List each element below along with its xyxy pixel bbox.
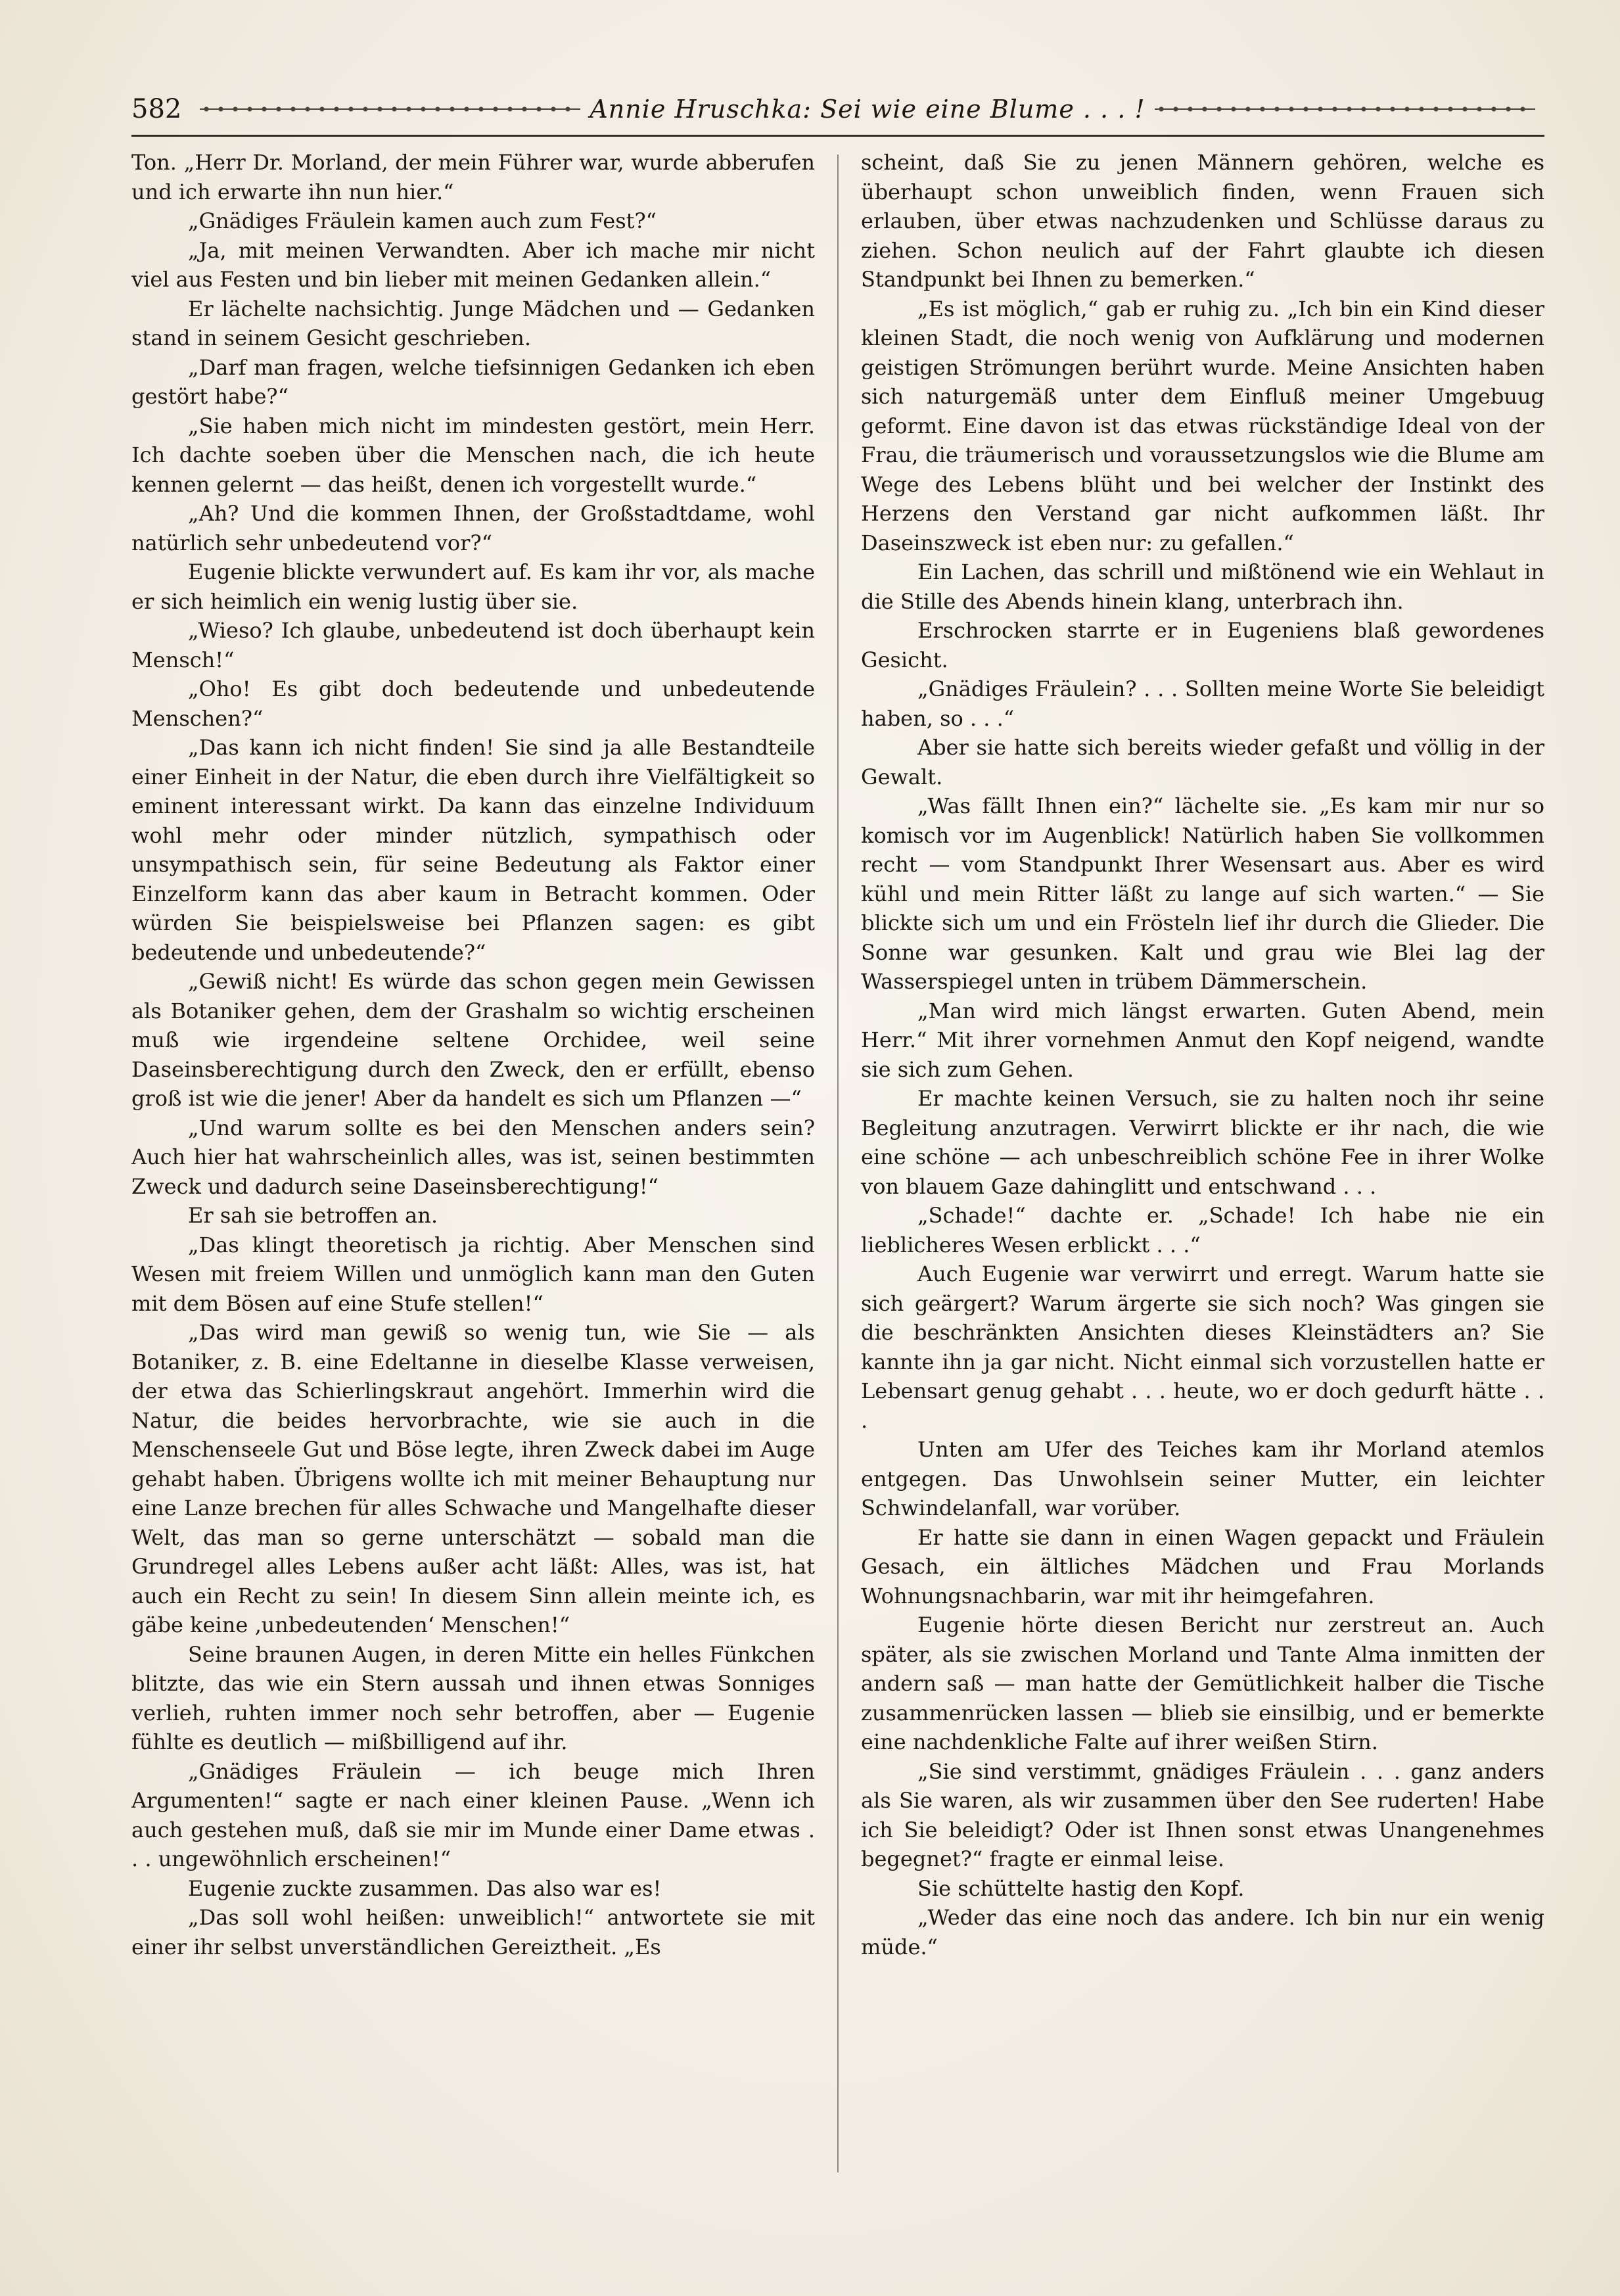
paragraph: Eugenie hörte diesen Bericht nur zerstreut an. Auch später, als sie zwischen Morland und Tante Alma inmitten der andern saß — man hatte der Gemütlichkeit halber die Tische zusammenrücken lassen — blieb sie einsilbig, und er bemerkte eine nachdenkliche Falte auf ihrer weißen Stirn.	[861, 1612, 1544, 1754]
paragraph: „Sie haben mich nicht im mindesten gestört, mein Herr. Ich dachte soeben über die Menschen nach, die ich heute kennen gelernt — das heißt, denen ich vorgestellt wurde.“	[131, 413, 815, 497]
running-header	[131, 89, 1544, 129]
paragraph: „Oho! Es gibt doch bedeutende und unbedeutende Menschen?“	[131, 676, 815, 731]
paragraph: Er lächelte nachsichtig. Junge Mädchen und — Gedanken stand in seinem Gesicht geschrieben.	[131, 296, 815, 350]
paragraph: „Gnädiges Fräulein? . . . Sollten meine Worte Sie beleidigt haben, so . . .“	[861, 676, 1544, 731]
paragraph: Eugenie blickte verwundert auf. Es kam ihr vor, als mache er sich heimlich ein wenig lustig über sie.	[131, 559, 815, 614]
paragraph: „Gnädiges Fräulein — ich beuge mich Ihren Argumenten!“ sagte er nach einer kleinen Pause. „Wenn ich auch gestehen muß, daß sie mir im Munde einer Dame etwas . . . ungewöhnlich erscheinen!“	[131, 1758, 815, 1871]
header-ornament-left	[200, 101, 580, 118]
paragraph: „Gewiß nicht! Es würde das schon gegen mein Gewissen als Botaniker gehen, dem der Grashalm so wichtig erscheinen muß wie irgendeine seltene Orchidee, weil seine Daseinsberechtigung durch den Zweck, den er erfüllt, ebenso groß ist wie die jener! Aber da handelt es sich um Pflanzen —“	[131, 969, 815, 1111]
running-title: Annie Hruschka: Sei wie eine Blume . . . !	[590, 95, 1146, 124]
paragraph: scheint, daß Sie zu jenen Männern gehören, welche es überhaupt schon unweiblich finden, wenn Frauen sich erlauben, über etwas nachzudenken und Schlüsse daraus zu ziehen. Schon neulich auf der Fahrt glaubte ich diesen Standpunkt bei Ihnen zu bemerken.“	[861, 150, 1544, 292]
paragraph: „Gnädiges Fräulein kamen auch zum Fest?“	[188, 208, 657, 233]
paragraph: „Was fällt Ihnen ein?“ lächelte sie. „Es kam mir nur so komisch vor im Augenblick! Natürlich haben Sie vollkommen recht — vom Standpunkt Ihrer Wesensart aus. Aber es wird kühl und mein Ritter läßt zu lange auf sich warten.“ — Sie blickte sich um und ein Frösteln lief ihr durch die Glieder. Die Sonne war gesunken. Kalt und grau wie Blei lag der Wasserspiegel unten in trübem Dämmerschein.	[861, 793, 1544, 994]
paragraph: „Schade!“ dachte er. „Schade! Ich habe nie ein lieblicheres Wesen erblickt . . .“	[861, 1203, 1544, 1257]
paragraph: Ton. „Herr Dr. Morland, der mein Führer war, wurde abberufen und ich erwarte ihn nun hier.“	[131, 150, 815, 204]
header-ornament-right	[1155, 101, 1535, 118]
paragraph: Eugenie zuckte zusammen. Das also war es!	[188, 1875, 662, 1901]
paragraph: „Wieso? Ich glaube, unbedeutend ist doch überhaupt kein Mensch!“	[131, 618, 815, 672]
paragraph: Auch Eugenie war verwirrt und erregt. Warum hatte sie sich geärgert? Warum ärgerte sie sich noch? Was gingen sie die beschränkten Ansichten dieses Kleinstädters an? Sie kannte ihn ja gar nicht. Nicht einmal sich vorzustellen hatte er Lebensart genug gehabt . . . heute, wo er doch gedurft hätte . . .	[861, 1261, 1544, 1433]
paragraph: Erschrocken starrte er in Eugeniens blaß gewordenes Gesicht.	[861, 618, 1544, 672]
paragraph: Ein Lachen, das schrill und mißtönend wie ein Wehlaut in die Stille des Abends hinein klang, unterbrach ihn.	[861, 559, 1544, 614]
paragraph: Er sah sie betroffen an.	[188, 1203, 438, 1228]
paragraph: Unten am Ufer des Teiches kam ihr Morland atemlos entgegen. Das Unwohlsein seiner Mutter, ein leichter Schwindelanfall, war vorüber.	[861, 1437, 1544, 1520]
paragraph: „Das wird man gewiß so wenig tun, wie Sie — als Botaniker, z. B. eine Edeltanne in dieselbe Klasse verweisen, der etwa das Schierlingskraut angehört. Immerhin wird die Natur, die beides hervorbrachte, wie sie auch in die Menschenseele Gut und Böse legte, ihren Zweck dabei im Auge gehabt haben. Übrigens wollte ich mit meiner Behauptung nur eine Lanze brechen für alles Schwache und Mangelhafte dieser Welt, das man so gerne unterschätzt — sobald man die Grundregel alles Lebens außer acht läßt: Alles, was ist, hat auch ein Recht zu sein! In diesem Sinn allein meinte ich, es gäbe keine ‚unbedeutenden‘ Menschen!“	[131, 1320, 815, 1637]
paragraph: „Weder das eine noch das andere. Ich bin nur ein wenig müde.“	[861, 1905, 1544, 1959]
paragraph: „Und warum sollte es bei den Menschen anders sein? Auch hier hat wahrscheinlich alles, was ist, seinen bestimmten Zweck und dadurch seine Daseinsberechtigung!“	[131, 1115, 815, 1199]
paragraph: „Ja, mit meinen Verwandten. Aber ich mache mir nicht viel aus Festen und bin lieber mit meinen Gedanken allein.“	[131, 237, 815, 292]
paragraph: „Das klingt theoretisch ja richtig. Aber Menschen sind Wesen mit freiem Willen und unmöglich kann man den Guten mit dem Bösen auf eine Stufe stellen!“	[131, 1232, 815, 1316]
paragraph: „Sie sind verstimmt, gnädiges Fräulein . . . ganz anders als Sie waren, als wir zusammen über den See ruderten! Habe ich Sie beleidigt? Oder ist Ihnen sonst etwas Unangenehmes begegnet?“ fragte er einmal leise.	[861, 1758, 1544, 1871]
paragraph: Sie schüttelte hastig den Kopf.	[917, 1875, 1245, 1901]
header-rule	[131, 135, 1544, 137]
paragraph: „Ah? Und die kommen Ihnen, der Großstadtdame, wohl natürlich sehr unbedeutend vor?“	[131, 501, 815, 555]
paragraph: „Das kann ich nicht finden! Sie sind ja alle Bestandteile einer Einheit in der Natur, die eben durch ihre Vielfältigkeit so eminent interessant wirkt. Da kann das einzelne Individuum wohl mehr oder minder nützlich, sympathisch oder unsympathisch sein, für seine Bedeutung als Faktor einer Einzelform kann das aber kaum in Betracht kommen. Oder würden Sie beispielsweise bei Pflanzen sagen: es gibt bedeutende und unbedeutende?“	[131, 735, 815, 965]
column-divider	[837, 154, 839, 2172]
text-columns	[131, 148, 1544, 2179]
paragraph: „Man wird mich längst erwarten. Guten Abend, mein Herr.“ Mit ihrer vornehmen Anmut den Kopf neigend, wandte sie sich zum Gehen.	[861, 998, 1544, 1082]
column-left	[131, 148, 815, 2179]
paragraph: Er hatte sie dann in einen Wagen gepackt und Fräulein Gesach, ein ältliches Mädchen und Frau Morlands Wohnungsnachbarin, war mit ihr heimgefahren.	[861, 1524, 1544, 1608]
paragraph: „Es ist möglich,“ gab er ruhig zu. „Ich bin ein Kind dieser kleinen Stadt, die noch wenig von Aufklärung und modernen geistigen Strömungen berührt wurde. Meine Ansichten haben sich naturgemäß unter dem Einfluß meiner Umgebuug geformt. Eine davon ist das etwas rückständige Ideal von der Frau, die träumerisch und voraussetzungslos wie die Blume am Wege des Lebens blüht und bei welcher der Instinkt des Herzens den Verstand gar nicht aufkommen läßt. Ihr Daseinszweck ist eben nur: zu gefallen.“	[861, 296, 1544, 555]
paragraph: Seine braunen Augen, in deren Mitte ein helles Fünkchen blitzte, das wie ein Stern aussah und ihnen etwas Sonniges verlieh, ruhten immer noch sehr betroffen, aber — Eugenie fühlte es deutlich — mißbilligend auf ihr.	[131, 1641, 815, 1754]
paragraph: Aber sie hatte sich bereits wieder gefaßt und völlig in der Gewalt.	[861, 735, 1544, 789]
paragraph: Er machte keinen Versuch, sie zu halten noch ihr seine Begleitung anzutragen. Verwirrt blickte er ihr nach, die wie eine schöne — ach unbeschreiblich schöne Fee in ihrer Wolke von blauem Gaze dahinglitt und entschwand . . .	[861, 1086, 1544, 1199]
paragraph: „Darf man fragen, welche tiefsinnigen Gedanken ich eben gestört habe?“	[131, 354, 815, 409]
column-right	[861, 148, 1544, 2179]
page-number: 582	[131, 94, 182, 124]
paragraph: „Das soll wohl heißen: unweiblich!“ antwortete sie mit einer ihr selbst unverständlichen Gereiztheit. „Es	[131, 1905, 815, 1959]
